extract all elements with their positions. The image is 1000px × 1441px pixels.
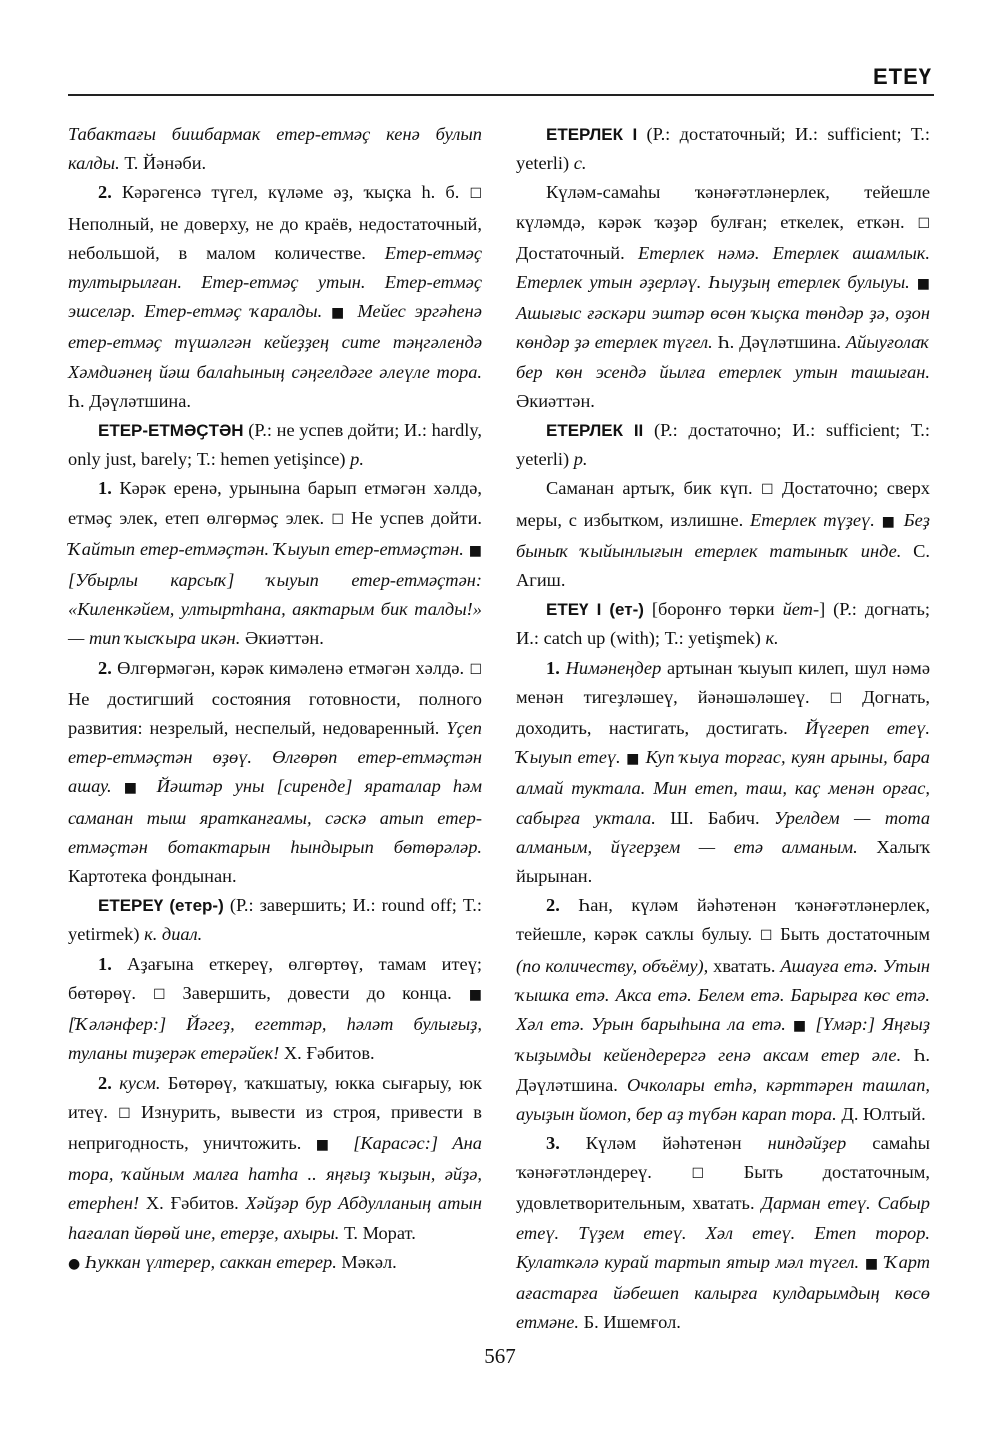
running-head: ЕТЕҮ [872, 64, 932, 89]
entry-paragraph: 2. кусм. Бөтөрөү, ҡаҡшатыу, юкка сығарыу, юк итеү. ☐ Изнурить, вывести из строя, привести в непригодность, уничтожить. ■ [Карасәс:] Ана тора, ҡайным малға һатһа .. яңғыҙ ҡыҙын, әйҙә, етерһен! Х. Ғәбитов. Хәйҙәр бур Абдулланың атын һағалап йөрөй ине, етерҙе, ахыры. Т. Морат. [68, 1072, 482, 1243]
headword-entry: ЕТЕРЕҮ (етер-) (Р.: завершить; И.: round off; Т.: yetirmek) к. диал. [68, 895, 482, 945]
entry-paragraph: 2. Һан, күләм йәһәтенән ҡәнәғәтләнерлек, тейешле, кәрәк саҡлы булыу. ☐ Быть достаточным (по количеству, объёму), хватать. Ашауға етә. Утын ҡышка етә. Акса етә. Белем етә. Барырға көс етә. Хәл етә. Урын барыһына ла етә. ■ [Үмәр:] Яңғыҙ ҡыҙымды кейендерергә генә аксам етер әле. Һ. Дәүләтшина. Очколары етһә, кәрттәрен ташлап, ауыҙын йомоп, бер аҙ түбән карап тора. Д. Юлтый. [516, 895, 931, 1124]
right-column [516, 120, 930, 1337]
entry-paragraph: 2. Кәрәгенсә түгел, күләме әҙ, ҡыҫка һ. б. ☐ Неполный, не доверху, не до краёв, недостаточный, небольшой, в малом количестве. Етер-етмәҫ тултырылған. Етер-етмәҫ утын. Етер-етмәҫ эшселәр. Етер-етмәҫ ҡаралды. ■ Мейес эргәһенә етер-етмәҫ түшәлгән кейеҙҙең сите тәңгәлендә Хәмдиәнең йәш балаһының сәңгелдәге әлеүле тора. Һ. Дәүләтшина. [68, 182, 482, 411]
headword-entry: ЕТЕРЛЕК II (Р.: достаточно; И.: sufficient; Т.: yeterli) р. [516, 420, 930, 470]
page-header [68, 64, 934, 96]
entry-paragraph: 1. Кәрәк еренә, урынына барып етмәгән хәлдә, етмәҫ элек, етеп өлгөрмәҫ элек. ☐ Не успев дойти. Ҡайтып етер-етмәҫтән. Ҡыуып етер-етмәҫтән. ■ [Убырлы карсыҡ] ҡыуып етер-етмәҫтән: «Киленкәйем, ултыртһана, аяктарым бик талды!» — тип ҡысҡыра икән. Әкиәттән. [68, 478, 483, 649]
headword-entry: ЕТЕРЛЕК I (Р.: достаточный; И.: sufficient; Т.: yeterli) с. [516, 124, 930, 174]
entry-paragraph: Күләм-самаһы ҡәнәғәтләнерлек, тейешле күләмдә, кәрәк ҡәҙәр булған; еткелек, еткән. ☐ Достаточный. Етерлек нәмә. Етерлек ашамлык. Етерлек утын әҙерләү. Һыуҙың етерлек булыуы. ■ Ашығыс ғәскәри эштәр өсөн ҡыҫка төндәр ҙә, оҙон көндәр ҙә етерлек түгел. Һ. Дәүләтшина. Айыуғолаҡ бер көн эсендә йылға етерлек утын ташыған. Әкиәттән. [516, 182, 931, 411]
entry-paragraph: Саманан артыҡ, бик күп. ☐ Достаточно; сверх меры, с избытком, излишне. Етерлек түҙеү. ■ Беҙ быныҡ ҡыйынлығын етерлек татыныҡ инде. С. Агиш. [516, 478, 930, 591]
entry-paragraph: 3. Күләм йәһәтенән ниндәйҙер самаһы ҡәнәғәтләндереү. ☐ Быть достаточным, удовлетворительным, хватать. Дарман етеү. Сабыр етеү. Түҙем етеү. Хәл етеү. Етеп торор. Кулаткәлә курай тартып ятыр мәл түгел. ■ Ҡарт ағастарға йәбешеп калырға кулдарымдың көсө етмәне. Б. Ишемғол. [516, 1132, 930, 1333]
proverb-line: ● Һуккан үлтерер, саккан етерер. Мәкәл. [68, 1251, 397, 1272]
entry-paragraph: 2. Өлгөрмәгән, кәрәк кимәленә етмәгән хәлдә. ☐ Не достигший состояния готовности, полного развития: незрелый, неспелый, недоваренный. Үҫеп етер-етмәҫтән өҙөү. Өлгөрөп етер-етмәҫтән ашау. ■ Йәштәр уны [сиренде] яраталар һәм саманан тыш яратканғамы, сәскә атып етер-етмәҫтән ботактарын һындырып бөтөрәләр. Картотека фондынан. [68, 657, 483, 887]
headword-entry: ЕТЕҮ I (ет-) [боронғо төрки йет-] (Р.: догнать; И.: catch up (with); Т.: yetişmek) к. [516, 599, 930, 649]
entry-paragraph: 1. Нимәнеңдер артынан ҡыуып килеп, шул нәмә менән тигеҙләшеү, йәнәшәләшеү. ☐ Догнать, доходить, настигать, достигать. Йүгереп етеү. Ҡыуып етеү. ■ Куп ҡыуа торғас, куян арыны, бара алмай туктала. Мин етеп, таш, каҫ менән орғас, сабырға уктала. Ш. Бабич. Урелдем — тота алманым, йүгерҙем — етә алманым. Халыҡ йырынан. [516, 657, 931, 887]
entry-paragraph: 1. Аҙағына еткереү, өлгөртөү, тамам итеү; бөтөрөү. ☐ Завершить, довести до конца. ■ [Ҡәләнфер:] Йәгеҙ, егеттәр, һәләт булығыҙ, туланы тиҙерәк етерәйек! Х. Ғәбитов. [68, 953, 482, 1064]
headword-entry: ЕТЕР-ЕТМӘҪТӘН (Р.: не успев дойти; И.: hardly, only just, barely; Т.: hemen yetişince) р. [68, 420, 482, 470]
left-column [68, 120, 482, 1279]
page-number: 567 [484, 1344, 516, 1368]
entry-paragraph: Табактағы бишбармак етер-етмәҫ кенә булып калды. Т. Йәнәби. [68, 124, 482, 174]
